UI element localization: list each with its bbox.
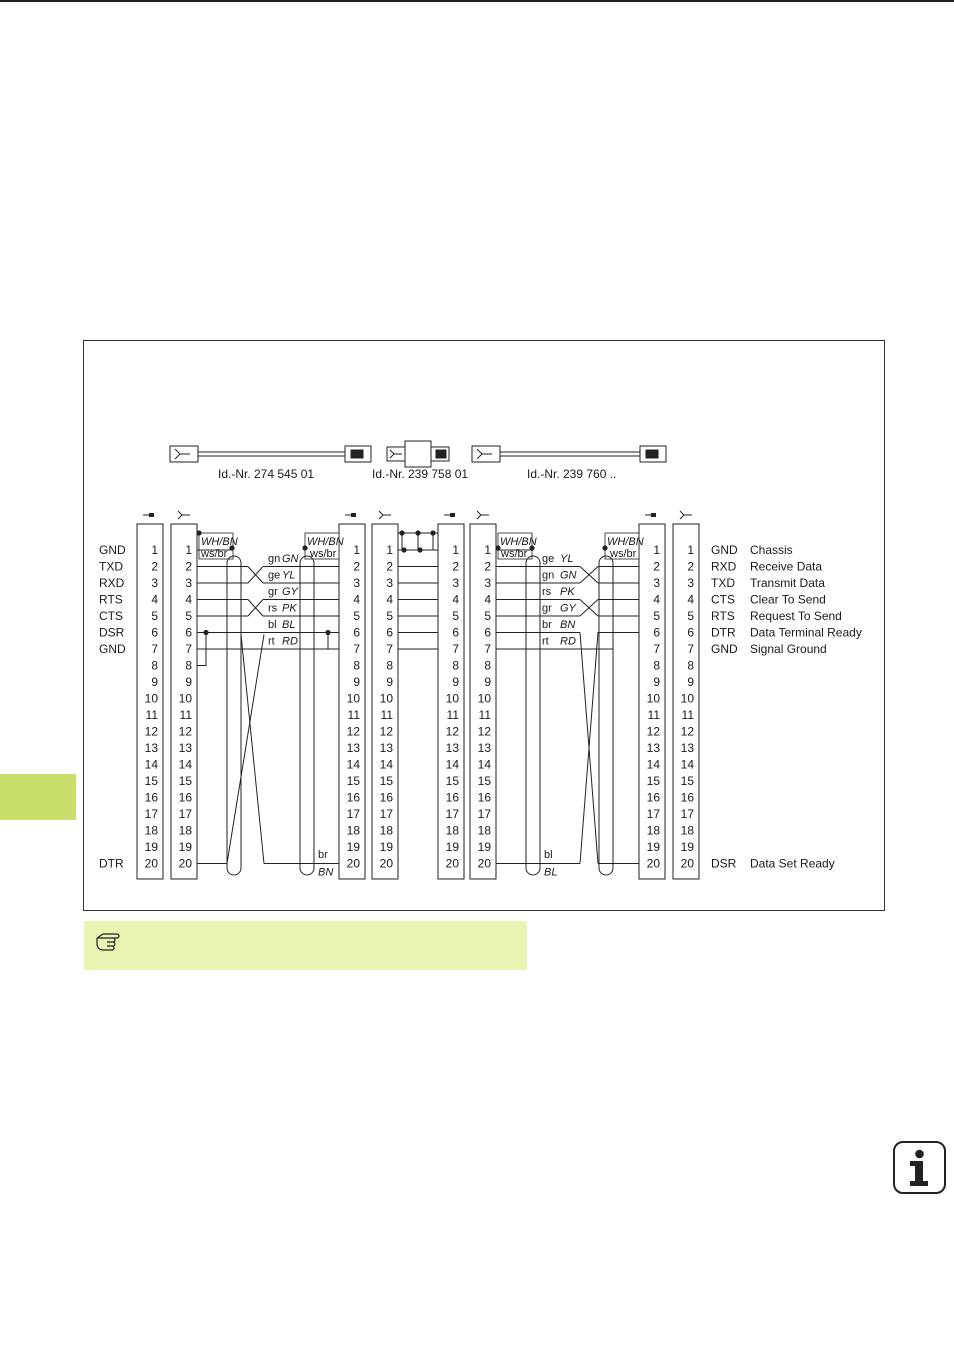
pin-number: 17: [680, 807, 694, 821]
pin-number: 14: [144, 757, 158, 772]
right-signal-abbr: GND: [711, 543, 738, 557]
pin-number: 3: [653, 576, 660, 590]
pin-number: 1: [151, 543, 158, 557]
shield-label-outer: WH/BN: [500, 536, 537, 548]
right-signal-name: Receive Data: [750, 559, 823, 574]
pin-number: 20: [346, 856, 360, 871]
pin-number: 8: [484, 658, 491, 673]
pin-number: 7: [687, 642, 694, 656]
wire-label: gn: [542, 569, 555, 582]
wire-label: br: [542, 619, 552, 631]
right-signal-abbr: DTR: [711, 625, 736, 640]
wire-label: BN: [318, 866, 334, 879]
pin-number: 13: [445, 741, 459, 755]
wire-label: GN: [282, 553, 299, 565]
pin-number: 14: [178, 757, 192, 772]
pin-number: 15: [379, 774, 393, 788]
wire-label: PK: [282, 602, 297, 615]
pin-number: 5: [151, 609, 158, 623]
wire-label: rs: [542, 586, 552, 598]
shield-loop-right: [599, 556, 613, 875]
pin-number: 9: [353, 675, 360, 689]
right-signal-abbr: RTS: [711, 609, 735, 623]
pin-number: 6: [484, 625, 491, 640]
pin-number: 7: [353, 642, 360, 656]
left-signal-label: CTS: [99, 609, 123, 623]
cable-1-id: Id.-Nr. 274 545 01: [218, 467, 315, 481]
dtr-wire: [580, 633, 639, 864]
shield-label-inner: ws/br: [610, 548, 637, 560]
pin-number: 9: [653, 675, 660, 689]
pin-number: 20: [680, 856, 694, 871]
pin-number: 14: [346, 757, 360, 772]
pin-number: 11: [179, 708, 192, 722]
pin-number: 20: [646, 856, 660, 871]
pointing-hand-icon: [95, 932, 127, 952]
wire-label: ge: [268, 569, 281, 582]
jumper-wire: [328, 633, 339, 650]
pin-number: 17: [379, 807, 393, 821]
wire-label: GY: [560, 602, 576, 615]
pin-number: 16: [445, 790, 459, 805]
pin-number: 12: [144, 724, 158, 739]
wire-label: br: [318, 849, 328, 861]
shield-loop-left: [227, 556, 241, 875]
shield-loop-right: [300, 556, 314, 875]
pin-number: 15: [178, 774, 192, 788]
pin-number: 11: [446, 708, 459, 722]
pin-number: 7: [185, 642, 192, 656]
wire-label: rt: [268, 635, 275, 648]
pin-number: 18: [144, 823, 158, 838]
wire-label: RD: [560, 635, 576, 648]
wire-label: rt: [542, 635, 549, 648]
pin-number: 12: [646, 724, 660, 739]
pin-number: 5: [353, 609, 360, 623]
pin-number: 19: [680, 840, 694, 854]
wire-label: BN: [560, 619, 576, 631]
pin-number: 16: [646, 790, 660, 805]
pin-number: 18: [178, 823, 192, 838]
pin-number: 7: [452, 642, 459, 656]
pin-number: 14: [379, 757, 393, 772]
pin-number: 15: [477, 774, 491, 788]
pin-number: 2: [687, 559, 694, 574]
left-signal-label: GND: [99, 642, 126, 656]
cable-3-id: Id.-Nr. 239 760 ..: [527, 467, 617, 481]
pin-number: 19: [346, 840, 360, 854]
left-signal-label: RXD: [99, 576, 125, 590]
pin-number: 10: [445, 691, 459, 706]
pin-number: 2: [151, 559, 158, 574]
left-dtr-label: DTR: [99, 856, 124, 871]
pin-number: 17: [144, 807, 158, 821]
pin-number: 7: [151, 642, 158, 656]
pin-number: 17: [445, 807, 459, 821]
pin-number: 13: [346, 741, 360, 755]
pin-number: 1: [484, 543, 491, 557]
male-connector-icon: [351, 513, 356, 517]
junction-dot: [415, 530, 420, 535]
wire-label: GY: [282, 586, 298, 598]
shield-label-inner: ws/br: [501, 548, 528, 560]
pin-number: 16: [178, 790, 192, 805]
pin-number: 8: [353, 658, 360, 673]
pin-number: 11: [681, 708, 694, 722]
right-signal-name: Chassis: [750, 543, 793, 557]
pin-number: 19: [445, 840, 459, 854]
adapter-drawing: [387, 441, 449, 467]
pin-number: 12: [346, 724, 360, 739]
pin-number: 15: [346, 774, 360, 788]
wire-paths: [196, 530, 639, 875]
pin-number: 1: [386, 543, 393, 557]
pin-number: 12: [178, 724, 192, 739]
pin-number: 14: [445, 757, 459, 772]
pin-number: 11: [478, 708, 491, 722]
shield-label-inner: ws/br: [310, 548, 337, 560]
pin-number: 10: [646, 691, 660, 706]
note-box: [84, 921, 527, 970]
shield-loop-left: [526, 556, 540, 875]
pin-number: 12: [477, 724, 491, 739]
pin-number: 8: [452, 658, 459, 673]
pin-number: 7: [653, 642, 660, 656]
pin-number: 9: [386, 675, 393, 689]
pin-number: 5: [386, 609, 393, 623]
pin-number: 16: [346, 790, 360, 805]
pin-number: 19: [144, 840, 158, 854]
pin-number: 2: [185, 559, 192, 574]
wire-label: YL: [282, 569, 296, 582]
right-dsr-abbr: DSR: [711, 856, 737, 871]
right-signal-name: Clear To Send: [750, 592, 826, 607]
pin-number: 3: [386, 576, 393, 590]
cable-1-drawing: [170, 446, 371, 462]
pin-number: 8: [185, 658, 192, 673]
pin-number: 6: [185, 625, 192, 640]
pin-number: 5: [653, 609, 660, 623]
pin-number: 3: [185, 576, 192, 590]
dtr-wire-a: [197, 635, 264, 864]
pin-number: 17: [178, 807, 192, 821]
pin-number: 15: [144, 774, 158, 788]
wire-label: gr: [268, 586, 278, 598]
pin-number: 17: [646, 807, 660, 821]
wire-label: YL: [560, 553, 574, 565]
wire-label: GN: [560, 569, 577, 582]
right-dsr-name: Data Set Ready: [750, 856, 835, 871]
pin-number: 20: [445, 856, 459, 871]
pin-number: 17: [477, 807, 491, 821]
female-connector-icon: [680, 511, 692, 519]
pin-number: 1: [452, 543, 459, 557]
right-signal-name: Data Terminal Ready: [750, 625, 862, 640]
left-signal-label: RTS: [99, 592, 123, 607]
pin-number: 19: [477, 840, 491, 854]
pin-number: 15: [445, 774, 459, 788]
pin-number: 19: [379, 840, 393, 854]
pin-number: 20: [144, 856, 158, 871]
junction-dot: [401, 547, 406, 552]
info-icon: [893, 1141, 946, 1194]
pin-number: 13: [178, 741, 192, 755]
pin-number: 18: [379, 823, 393, 838]
pin-number: 16: [680, 790, 694, 805]
pin-number: 5: [185, 609, 192, 623]
pin-number: 14: [646, 757, 660, 772]
junction-dot: [417, 547, 422, 552]
junction-dot: [196, 530, 201, 535]
female-connector-icon: [178, 511, 190, 519]
pin-number: 9: [452, 675, 459, 689]
right-signal-abbr: RXD: [711, 559, 737, 574]
wire-label: BL: [282, 619, 296, 631]
pin-number: 13: [144, 741, 158, 755]
pin-number: 6: [151, 625, 158, 640]
wire-label: BL: [544, 866, 558, 879]
pin-number: 7: [484, 642, 491, 656]
pin-number: 6: [353, 625, 360, 640]
pin-number: 13: [680, 741, 694, 755]
pin-number: 19: [178, 840, 192, 854]
pin-number: 6: [653, 625, 660, 640]
pin-number: 12: [445, 724, 459, 739]
pin-number: 4: [386, 592, 393, 607]
dtr-wire-b: [241, 635, 264, 864]
pin-number: 11: [647, 708, 660, 722]
pin-number: 10: [144, 691, 158, 706]
pin-number: 3: [484, 576, 491, 590]
pin-number: 18: [646, 823, 660, 838]
pin-number: 12: [379, 724, 393, 739]
pin-number: 8: [653, 658, 660, 673]
left-signal-label: GND: [99, 543, 126, 557]
pin-number: 5: [452, 609, 459, 623]
female-connector-icon: [477, 511, 489, 519]
pin-number: 9: [687, 675, 694, 689]
pin-number: 2: [653, 559, 660, 574]
pin-number: 10: [178, 691, 192, 706]
pin-number: 16: [144, 790, 158, 805]
right-signal-name: Request To Send: [750, 609, 842, 623]
wire-label: ge: [542, 553, 555, 565]
junction-dot: [399, 530, 404, 535]
cable-3-drawing: [472, 446, 666, 462]
pin-number: 8: [687, 658, 694, 673]
right-signal-name: Signal Ground: [750, 642, 827, 656]
pin-number: 15: [680, 774, 694, 788]
right-signal-abbr: CTS: [711, 592, 735, 607]
pin-number: 2: [353, 559, 360, 574]
shield-label-outer: WH/BN: [607, 536, 644, 548]
wire-label: rs: [268, 602, 278, 615]
pin-number: 5: [484, 609, 491, 623]
pin-number: 18: [477, 823, 491, 838]
pin-number: 11: [380, 708, 393, 722]
wire-label: PK: [560, 586, 575, 598]
shield-label-inner: ws/br: [201, 548, 228, 560]
pin-number: 3: [151, 576, 158, 590]
pin-number: 14: [477, 757, 491, 772]
shield-label-outer: WH/BN: [307, 536, 344, 548]
pin-number: 10: [477, 691, 491, 706]
pin-number: 5: [687, 609, 694, 623]
right-signal-name: Transmit Data: [750, 576, 825, 590]
wire-label: RD: [282, 635, 298, 648]
pin-number: 9: [185, 675, 192, 689]
pin-number: 11: [145, 708, 158, 722]
right-signal-abbr: TXD: [711, 576, 735, 590]
pin-number: 2: [452, 559, 459, 574]
pin-number: 4: [185, 592, 192, 607]
pin-number: 6: [687, 625, 694, 640]
pin-number: 4: [687, 592, 694, 607]
pin-number: 2: [386, 559, 393, 574]
wire-label: bl: [268, 619, 277, 631]
male-connector-icon: [651, 513, 656, 517]
wire-label: gn: [268, 553, 281, 565]
pin-number: 16: [379, 790, 393, 805]
wire-label: bl: [544, 849, 553, 861]
pin-number: 13: [477, 741, 491, 755]
pin-number: 10: [680, 691, 694, 706]
pin-number: 6: [452, 625, 459, 640]
pin-number: 8: [151, 658, 158, 673]
pin-number: 14: [680, 757, 694, 772]
pin-number: 17: [346, 807, 360, 821]
left-signal-label: TXD: [99, 559, 123, 574]
pin-number: 4: [484, 592, 491, 607]
pin-number: 16: [477, 790, 491, 805]
pin-number: 8: [386, 658, 393, 673]
pin-number: 4: [653, 592, 660, 607]
junction-dot: [430, 530, 435, 535]
pin-number: 11: [347, 708, 360, 722]
pin-number: 6: [386, 625, 393, 640]
pin-number: 2: [484, 559, 491, 574]
pin-number: 4: [452, 592, 459, 607]
pin-number: 3: [452, 576, 459, 590]
pin-number: 18: [680, 823, 694, 838]
pin-number: 4: [151, 592, 158, 607]
pin-number: 19: [646, 840, 660, 854]
pin-number: 3: [353, 576, 360, 590]
pin-number: 20: [178, 856, 192, 871]
pin-number: 15: [646, 774, 660, 788]
cable-overview: [170, 441, 666, 467]
pin-number: 20: [477, 856, 491, 871]
pin-number: 1: [353, 543, 360, 557]
pin-number: 4: [353, 592, 360, 607]
pin-number: 9: [484, 675, 491, 689]
pin-number: 13: [379, 741, 393, 755]
pin-number: 1: [687, 543, 694, 557]
pin-number: 3: [687, 576, 694, 590]
adapter-id: Id.-Nr. 239 758 01: [372, 467, 469, 481]
pin-number: 1: [185, 543, 192, 557]
pin-number: 10: [346, 691, 360, 706]
pin-number: 10: [379, 691, 393, 706]
female-connector-icon: [379, 511, 391, 519]
male-connector-icon: [450, 513, 455, 517]
left-signal-label: DSR: [99, 625, 125, 640]
pin-number: 20: [379, 856, 393, 871]
pin-number: 18: [346, 823, 360, 838]
pin-number: 9: [151, 675, 158, 689]
shield-label-outer: WH/BN: [201, 536, 238, 548]
pin-number: 13: [646, 741, 660, 755]
right-signal-abbr: GND: [711, 642, 738, 656]
pin-number: 12: [680, 724, 694, 739]
pin-number: 1: [653, 543, 660, 557]
pin-number: 18: [445, 823, 459, 838]
wire-label: gr: [542, 602, 552, 615]
pin-number: 7: [386, 642, 393, 656]
male-connector-icon: [149, 513, 154, 517]
